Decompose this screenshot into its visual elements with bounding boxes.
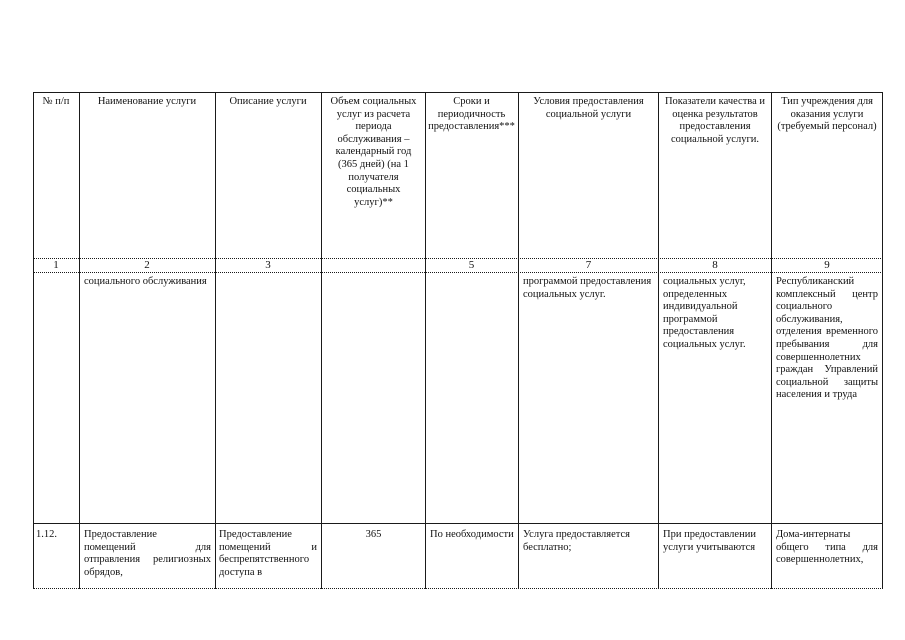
column-number-5: 5	[468, 259, 475, 271]
col-border-1	[79, 92, 80, 589]
header-number: № п/п	[42, 96, 70, 107]
column-number-8: 8	[712, 259, 718, 271]
header-quality: Показатели качества и оценка результатов предоставления социальной услуги.	[664, 96, 766, 145]
continued-quality: социальных услуг, определенных индивидуальной программой предоставления социальных услуг.	[663, 276, 746, 350]
header-conditions: Условия предоставления социальной услуги	[533, 96, 644, 120]
col-border-2	[215, 92, 216, 589]
column-number-1: 1	[53, 259, 59, 271]
row-1-12-number: 1.12.	[36, 529, 57, 540]
table-bottom-border	[33, 588, 883, 589]
row-1-12-conditions: Услуга предоставляется бесплатно;	[523, 529, 630, 553]
continued-service-name: социального обслуживания	[84, 276, 207, 287]
col-border-7	[771, 92, 772, 589]
col-border-8	[882, 92, 883, 589]
row-1-12-service-name: Предоставление помещений для отправления религиозных обрядов,	[84, 529, 211, 578]
continued-conditions: программой предоставления социальных услуг.	[523, 276, 652, 300]
row-divider	[33, 523, 883, 524]
header-volume: Объем социальных услуг из расчета периода обслуживания – календарный год (365 дней) (на 1 получателя социальных услуг)**	[330, 96, 417, 208]
table-top-border	[33, 92, 883, 93]
col-border-3	[321, 92, 322, 589]
header-service-name: Наименование услуги	[97, 96, 197, 107]
column-number-3: 3	[265, 259, 271, 271]
column-number-2: 2	[144, 259, 150, 271]
row-1-12-terms: По необходимости	[430, 529, 514, 540]
header-institution: Тип учреждения для оказания услуги (требуемый персонал)	[777, 96, 877, 133]
row-1-12-service-description: Предоставление помещений и беспрепятственного доступа в	[219, 529, 317, 578]
column-number-7: 7	[585, 259, 592, 271]
header-terms: Сроки и периодичность предоставления***	[428, 96, 515, 133]
col-border-6	[658, 92, 659, 589]
col-border-4	[425, 92, 426, 589]
column-number-9: 9	[824, 259, 830, 271]
row-1-12-quality: При предоставлении услуги учитываются	[663, 529, 756, 553]
col-border-0	[33, 92, 34, 589]
continued-institution: Республиканский комплексный центр социального обслуживания, отделения временного пребывания для совершеннолетних граждан Управлений социальной защиты населения и труда	[776, 276, 878, 401]
col-border-5	[518, 92, 519, 589]
header-service-description: Описание услуги	[229, 96, 307, 107]
column-number-divider	[33, 272, 883, 273]
row-1-12-institution: Дома-интернаты общего типа для совершеннолетних,	[776, 529, 878, 566]
row-1-12-volume: 365	[365, 529, 382, 540]
